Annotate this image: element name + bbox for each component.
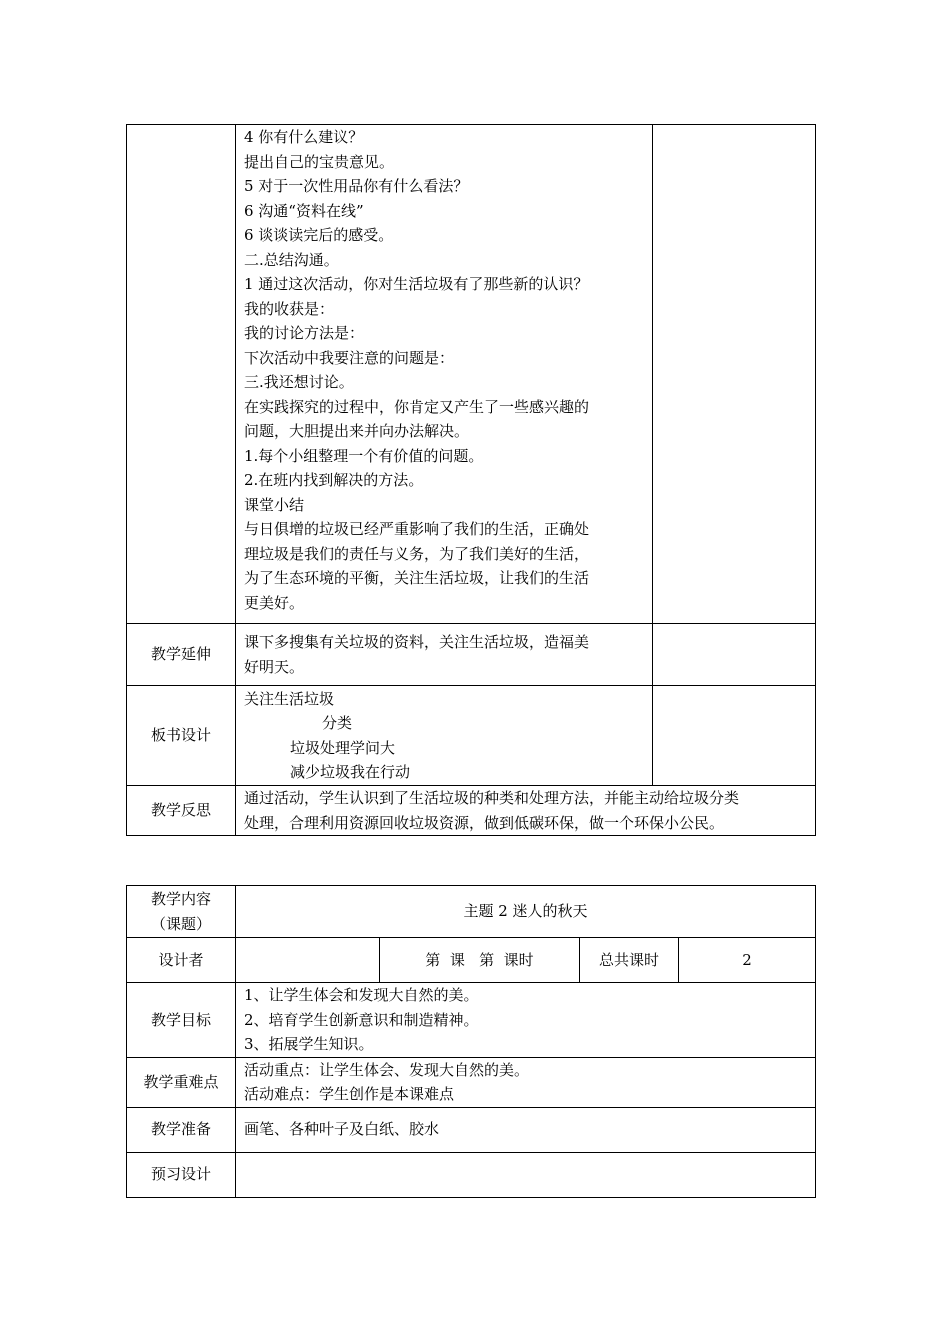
content-label-line: 教学内容 bbox=[150, 890, 211, 908]
process-line: 下次活动中我要注意的问题是： bbox=[244, 348, 455, 367]
notes-cell bbox=[653, 125, 816, 624]
board-label: 板书设计 bbox=[127, 686, 236, 786]
process-line: 问题，大胆提出来并向办法解决。 bbox=[244, 422, 470, 440]
empty-label-cell bbox=[127, 125, 236, 624]
process-line: 三.我还想讨论。 bbox=[244, 373, 354, 391]
goal-line: 3、拓展学生知识。 bbox=[244, 1035, 374, 1053]
lesson-title: 主题 2 迷人的秋天 bbox=[236, 886, 816, 938]
lesson-count-text: 第 课 第 课时 bbox=[380, 938, 580, 983]
preparation-label: 教学准备 bbox=[127, 1107, 236, 1152]
designer-label: 设计者 bbox=[127, 938, 236, 983]
reflection-label: 教学反思 bbox=[127, 786, 236, 836]
key-point-line: 活动难点：学生创作是本课难点 bbox=[244, 1085, 455, 1103]
process-line: 理垃圾是我们的责任与义务，为了我们美好的生活， bbox=[244, 544, 590, 563]
reflection-line: 处理，合理利用资源回收垃圾资源，做到低碳环保，做一个环保小公民。 bbox=[244, 813, 725, 832]
designer-value bbox=[236, 938, 380, 983]
process-line: 为了生态环境的平衡，关注生活垃圾，让我们的生活 bbox=[244, 569, 590, 587]
content-label-line: （课题） bbox=[150, 914, 211, 933]
preview-content bbox=[236, 1152, 816, 1197]
extension-line: 课下多搜集有关垃圾的资料，关注生活垃圾，造福美 bbox=[244, 633, 590, 651]
process-line: 提出自己的宝贵意见。 bbox=[244, 152, 395, 171]
process-line: 1 通过这次活动，你对生活垃圾有了那些新的认识？ bbox=[244, 275, 589, 293]
board-line: 减少垃圾我在行动 bbox=[290, 763, 411, 781]
lesson-plan-table-new bbox=[126, 885, 816, 1198]
process-line: 2.在班内找到解决的方法。 bbox=[244, 471, 424, 489]
total-hours-label: 总共课时 bbox=[580, 938, 679, 983]
process-line: 4 你有什么建议？ bbox=[244, 128, 364, 146]
goals-content bbox=[236, 983, 816, 1058]
process-line: 与日俱增的垃圾已经严重影响了我们的生活，正确处 bbox=[244, 520, 590, 538]
preparation-content: 画笔、各种叶子及白纸、胶水 bbox=[236, 1107, 816, 1152]
reflection-content bbox=[236, 786, 816, 836]
process-line: 更美好。 bbox=[244, 593, 305, 612]
process-line: 我的收获是： bbox=[244, 299, 335, 318]
key-point-line: 活动重点：让学生体会、发现大自然的美。 bbox=[244, 1060, 530, 1079]
process-line: 我的讨论方法是： bbox=[244, 324, 365, 342]
lesson-plan-table-continued bbox=[126, 124, 816, 836]
goal-line: 2、培育学生创新意识和制造精神。 bbox=[244, 1010, 479, 1029]
notes-cell bbox=[653, 686, 816, 786]
process-line: 6 沟通“资料在线” bbox=[244, 201, 364, 220]
preview-label: 预习设计 bbox=[127, 1152, 236, 1197]
total-hours-value: 2 bbox=[679, 938, 816, 983]
board-line: 垃圾处理学问大 bbox=[290, 738, 396, 757]
reflection-line: 通过活动，学生认识到了生活垃圾的种类和处理方法，并能主动给垃圾分类 bbox=[244, 789, 740, 807]
notes-cell bbox=[653, 624, 816, 686]
board-line: 关注生活垃圾 bbox=[244, 689, 335, 708]
key-points-label: 教学重难点 bbox=[127, 1057, 236, 1107]
process-content-cell bbox=[236, 125, 653, 624]
extension-content bbox=[236, 624, 653, 686]
process-content-lines bbox=[244, 125, 644, 615]
process-line: 二.总结沟通。 bbox=[244, 250, 339, 269]
process-line: 5 对于一次性用品你有什么看法？ bbox=[244, 177, 469, 195]
goal-line: 1、让学生体会和发现大自然的美。 bbox=[244, 986, 479, 1004]
process-line: 6 谈谈读完后的感受。 bbox=[244, 226, 394, 244]
content-label bbox=[127, 886, 236, 938]
process-line: 在实践探究的过程中，你肯定又产生了一些感兴趣的 bbox=[244, 397, 590, 416]
process-line: 1.每个小组整理一个有价值的问题。 bbox=[244, 446, 484, 465]
goals-label: 教学目标 bbox=[127, 983, 236, 1058]
extension-label: 教学延伸 bbox=[127, 624, 236, 686]
board-content bbox=[236, 686, 653, 786]
board-line: 分类 bbox=[322, 714, 353, 732]
extension-line: 好明天。 bbox=[244, 657, 305, 676]
process-line: 课堂小结 bbox=[244, 495, 305, 514]
key-points-content bbox=[236, 1057, 816, 1107]
